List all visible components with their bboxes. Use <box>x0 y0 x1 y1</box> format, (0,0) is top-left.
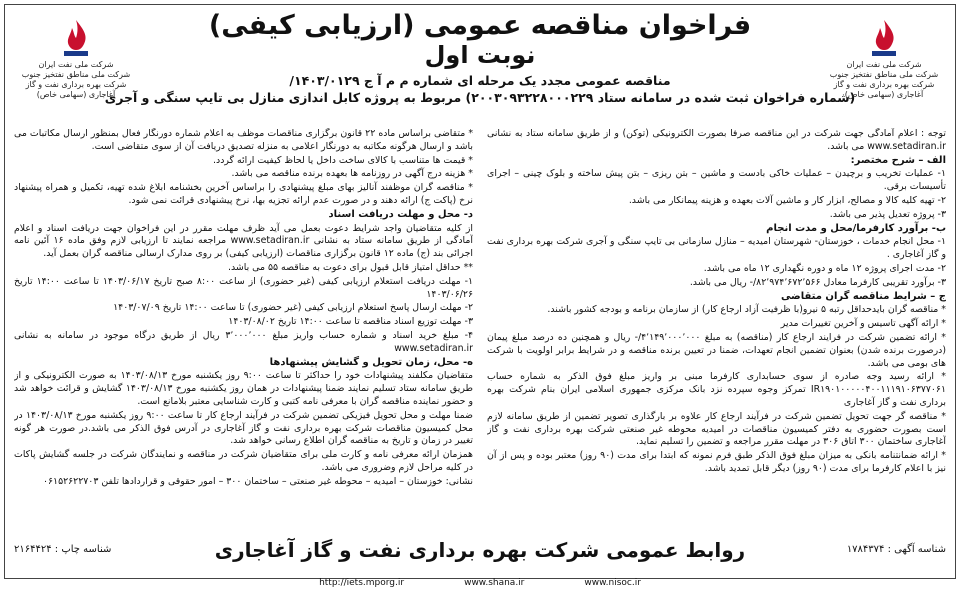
paragraph: ۱- عملیات تخریب و برچیدن – عملیات خاکی بادست و ماشین – بتن ریزی – بتن پیش ساخته و بلوک چینی – اجرای تأسیسات برقی. <box>487 168 946 193</box>
round-label: نوبت اول <box>424 41 536 69</box>
section-heading: د- محل و مهلت دریافت اسناد <box>328 208 473 220</box>
company-logo-right: شرکت ملی نفت ایران شرکت ملی مناطق نفتخیز جنوب شرکت بهره برداری نفت و گاز آغاجاری (سهامی خاص) <box>824 18 944 100</box>
paragraph: * ارائه رسید وجه صادره از سوی حسابداری کارفرما مبنی بر واریز مبلغ فوق الذکر به شماره حساب IR۱۹۰۱۰۰۰۰۰۴۰۰۱۱۱۹۱۰۶۳۷۷۰۶۱ تمرکز وجوه سپرده نزد بانک مرکزی جمهوری اسلامی ایران بنام شرکت بهره برداری نفت و گاز آغاجاری <box>487 371 946 408</box>
link-nisoc[interactable]: www.nisoc.ir <box>584 578 641 588</box>
tender-subject: (شماره فراخوان ثبت شده در سامانه ستاد ۲۰۰۳۰۹۳۲۲۸۰۰۰۲۲۹) مربوط به پروژه کابل اندازی منازل بی تایپ سنگی و آجری <box>104 90 856 105</box>
paragraph: نشانی: خوزستان – امیدیه – محوطه غیر صنعتی – ساختمان ۳۰۰ – امور حقوقی و قراردادها تلفن ۰۶۱۵۲۶۲۲۷۰۳ <box>42 475 473 487</box>
paragraph: ۳- برآورد تقریبی کارفرما معادل ۸۲٬۹۷۴٬۶۷۲٬۵۶۶/- ریال می باشد. <box>689 276 946 288</box>
paragraph: توجه : اعلام آمادگی جهت شرکت در این مناقصه صرفا بصورت الکترونیکی (توکن) و از طریق سامانه ستاد به نشانی www.setadiran.ir می باشد. <box>487 128 946 152</box>
flame-logo-icon <box>862 18 906 58</box>
section-heading: الف – شرح مختصر: <box>850 154 946 166</box>
paragraph: * مناقصه گران بایدحداقل رتبه ۵ نیرو(با ظرفیت آزاد ارجاع کار) از سازمان برنامه و بودجه کشور باشند. <box>547 304 946 316</box>
company-logo-left: شرکت ملی نفت ایران شرکت ملی مناطق نفتخیز جنوب شرکت بهره برداری نفت و گاز آغاجاری (سهامی خاص) <box>16 18 136 100</box>
footer <box>14 538 946 578</box>
body-columns <box>14 128 946 534</box>
print-id: شناسه چاپ : ۲۱۶۴۴۲۴ <box>14 544 112 555</box>
column-right <box>487 128 946 534</box>
paragraph: ۴- مبلغ خرید اسناد و شماره حساب واریز مبلغ ۳٬۰۰۰٬۰۰۰ ریال از طریق درگاه موجود در سامانه به نشانی www.setadiran.ir <box>14 329 473 354</box>
paragraph: ۱- محل انجام خدمات ، خوزستان- شهرستان امیدیه – منازل سازمانی بی تایپ سنگی و آجری شرکت بهره برداری نفت و گاز آغاجاری . <box>487 236 946 261</box>
ad-id: شناسه آگهی : ۱۷۸۴۳۷۴ <box>846 544 946 555</box>
paragraph: * هزینه درج آگهی در روزنامه ها بعهده برنده مناقصه می باشد. <box>231 168 473 180</box>
paragraph: * مناقصه گر جهت تحویل تضمین شرکت در فرآیند ارجاع کار علاوه بر بارگذاری تصویر تضمین از طریق سامانه لازم است بصورت حضوری به دفتر کمیسیون مناقصات در امیدیه محوطه غیر صنعتی شرکت بهره برداری نفت و گاز آغاجاری ساختمان ۳۰۰ اتاق ۳۰۶ در مهلت مقرر مراجعه و تضمین را تسلیم نماید. <box>487 410 946 448</box>
column-left <box>14 128 473 534</box>
paragraph: * ارائه تضمین شرکت در فرایند ارجاع کار (مناقصه) به مبلغ ۴٬۱۴۹٬۰۰۰٬۰۰۰/- ریال و همچنین ده درصد مبلغ پیمان (درصورت برنده شدن) بعنوان تضمین انجام تعهدات، ضمنا در تعیین برنده مناقصه و در شرایط برابر اولویت با شرکت های بومی می باشد. <box>487 331 946 369</box>
paragraph: ۲- تهیه کلیه کالا و مصالح، ابزار کار و ماشین آلات بعهده و هزینه پیمانکار می باشد. <box>628 194 946 206</box>
paragraph: * متقاضی براساس ماده ۲۲ قانون برگزاری مناقصات موظف به اعلام شماره دورنگار فعال بمنظور ارسال مکاتبات می باشد و ارسال هرگونه مکاتبه به دورنگار اعلامی به منزله تصدیق دریافت آن از سوی متقاضی است. <box>14 128 473 152</box>
paragraph: ۱- مهلت دریافت استعلام ارزیابی کیفی (غیر حضوری) از ساعت ۸:۰۰ صبح تاریخ ۱۴۰۳/۰۶/۱۷ تا ساعت ۱۴:۰۰ تاریخ ۱۴۰۳/۰۶/۲۶ <box>14 275 473 300</box>
paragraph: ۳- پروژه تعدیل پذیر می باشد. <box>829 208 946 220</box>
paragraph: متقاضیان مکلفند پیشنهادات خود را حداکثر تا ساعت ۹:۰۰ روز یکشنبه مورخ ۱۴۰۳/۰۸/۱۳ به صورت الکترونیکی و از طریق سامانه ستاد تسلیم نمایند ضمنا پیشنهادات در همان روز یکشنبه مورخ ۱۴۰۳/۰۸/۱۳ گشایش و قرائت خواهد شد و حضور نماینده مناقصه گران با معرفی نامه کتبی و کارت شناسایی معتبر بلامانع است. <box>14 370 473 407</box>
section-heading: ه- محل، زمان تحویل و گشایش پیشنهادها <box>269 356 473 368</box>
header <box>10 10 950 128</box>
footer-title: روابط عمومی شرکت بهره برداری نفت و گاز آغاجاری <box>214 538 746 562</box>
paragraph: ** حداقل امتیاز قابل قبول برای دعوت به مناقصه ۵۵ می باشد. <box>227 261 473 273</box>
page-title: فراخوان مناقصه عمومی (ارزیابی کیفی) <box>208 10 752 41</box>
paragraph: * قیمت ها متناسب با کالای ساخت داخل یا لحاظ کیفیت ارائه گردد. <box>213 154 473 166</box>
paragraph: * ارائه ضمانتنامه بانکی به میزان مبلغ فوق الذکر طبق فرم نمونه که ابتدا برای مدت (۹۰ روز) معتبر بوده و پس از آن نیز با اعلام کارفرما برای مدت (۹۰ روز) دیگر قابل تمدید باشد. <box>487 450 946 474</box>
paragraph: * ارائه آگهی تاسیس و آخرین تغییرات مدیر <box>780 318 946 330</box>
paragraph: همزمان ارائه معرفی نامه و کارت ملی برای متقاضیان شرکت در مناقصه و نمایندگان شرکت در جلسه گشایش پاکات در کلیه مراحل لازم وضروری می باشد. <box>14 449 473 473</box>
link-shana[interactable]: www.shana.ir <box>464 578 525 588</box>
paragraph: ۲- مهلت ارسال پاسخ استعلام ارزیابی کیفی (غیر حضوری) تا ساعت ۱۴:۰۰ تاریخ ۱۴۰۳/۰۷/۰۹ <box>113 302 473 314</box>
paragraph: * مناقصه گران موظفند آنالیز بهای مبلغ پیشنهادی را براساس آخرین بخشنامه ابلاغ شده تهیه، تکمیل و همراه پیشنهاد نرخ (پاکت ج) ارائه دهند و در صورت عدم ارائه تجزیه بها، نرخ پیشنهادی قرائت نمی شود. <box>14 182 473 206</box>
tender-number: مناقصه عمومی مجدد یک مرحله ای شماره م م آ ج ۱۴۰۳/۰۱۲۹/ <box>289 73 671 88</box>
link-iets[interactable]: http://iets.mporg.ir <box>319 578 405 588</box>
paragraph: ۳- مهلت توزیع اسناد مناقصه تا ساعت ۱۴:۰۰ تاریخ ۱۴۰۳/۰۸/۰۲ <box>228 316 473 328</box>
section-heading: ج – شرایط مناقصه گران متقاضی <box>780 290 946 302</box>
footer-links <box>0 578 960 588</box>
section-heading: ب- برآورد کارفرما/محل و مدت انجام <box>766 222 946 234</box>
flame-logo-icon <box>54 18 98 58</box>
paragraph: ۲- مدت اجرای پروژه ۱۲ ماه و دوره نگهداری ۱۲ ماه می باشد. <box>703 262 946 274</box>
paragraph: از کلیه متقاضیان واجد شرایط دعوت بعمل می آید ظرف مهلت مقرر در این فراخوان جهت دریافت اسناد و اعلام آمادگی از طریق سامانه ستاد به نشانی www.setadiran.ir مراجعه نمایند تا ارزیابی لازم وفق ماده ۱۶ آئین نامه اجرائی بند (ج) ماده ۱۲ قانون برگزاری مناقصات (ارزیابی کیفی) بر روی مدارک ارسالی مناقصه گران بعمل آید. <box>14 222 473 260</box>
paragraph: ضمنا مهلت و محل تحویل فیزیکی تضمین شرکت در فرآیند ارجاع کار تا ساعت ۹:۰۰ روز یکشنبه مورخ ۱۴۰۳/۰۸/۱۳ در محل کمیسیون مناقصات شرکت بهره برداری نفت و گاز آغاجاری در آدرس فوق الذکر می باشد.در صورت هر گونه تغییر در زمان و تاریخ به مناقصه گران اطلاع رسانی خواهد شد. <box>14 409 473 447</box>
